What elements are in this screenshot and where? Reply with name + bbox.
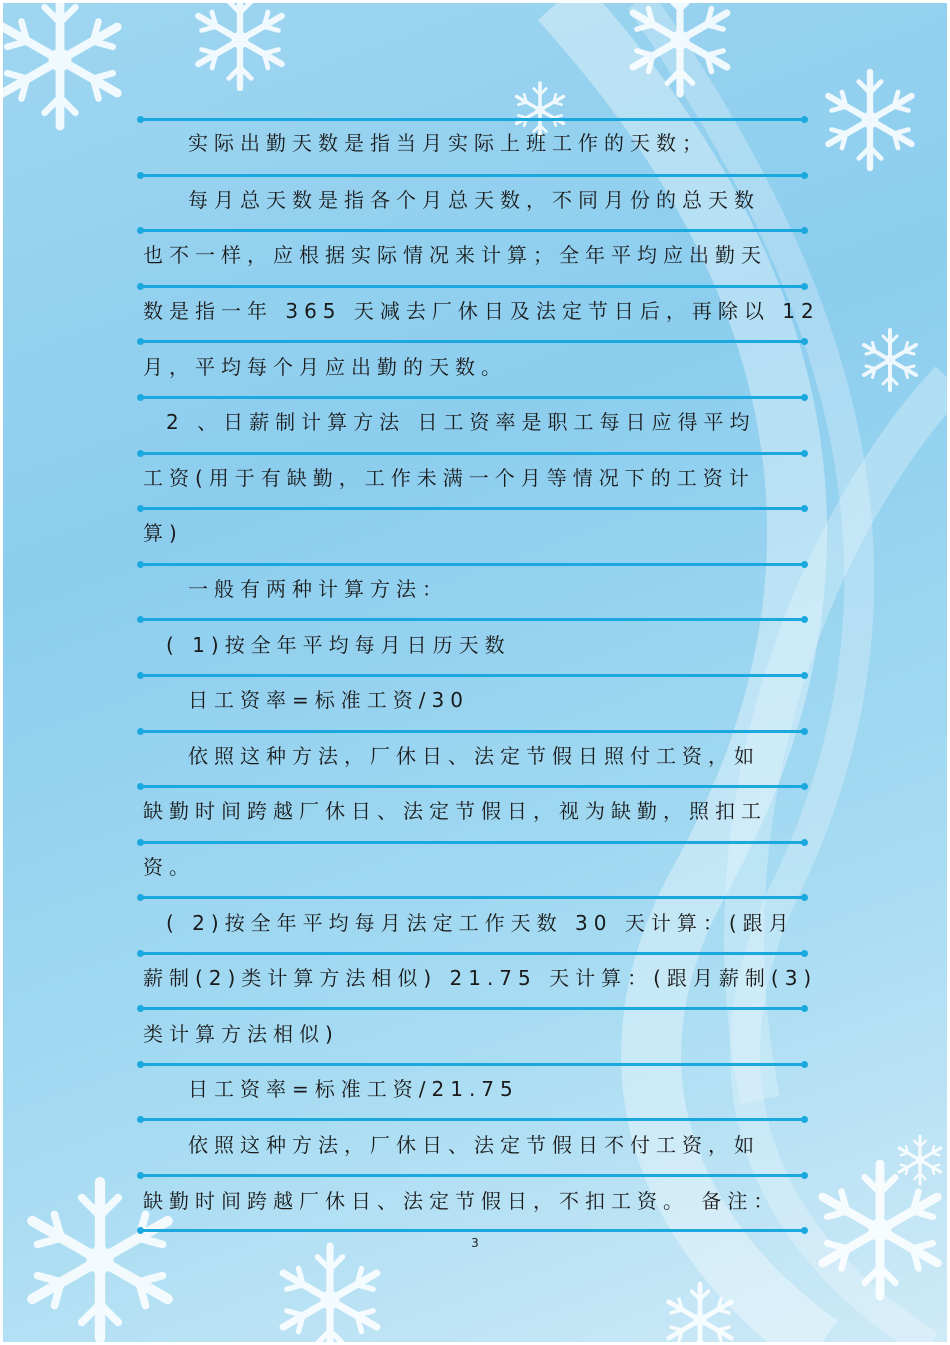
text-line: 日工资率=标准工资/21.75 [188,1077,519,1101]
ruled-line [140,841,805,844]
ruled-line [140,785,805,788]
text-line: 缺勤时间跨越厂休日、法定节假日，不扣工资。 备注： [143,1189,780,1213]
text-line: 类计算方法相似) [143,1022,339,1046]
ruled-line [140,396,805,399]
text-line: 依照这种方法，厂休日、法定节假日照付工资，如 [188,744,760,768]
ruled-line [140,340,805,343]
text-line: 依照这种方法，厂休日、法定节假日不付工资，如 [188,1133,760,1157]
ruled-line [140,563,805,566]
text-line: 工资(用于有缺勤，工作未满一个月等情况下的工资计 [143,466,755,490]
text-line: ( 1)按全年平均每月日历天数 [166,633,511,657]
text-line: 每月总天数是指各个月总天数，不同月份的总天数 [188,188,760,212]
text-line: 算) [143,521,183,545]
ruled-line [140,1063,805,1066]
ruled-line [140,1174,805,1177]
ruled-line [140,1118,805,1121]
ruled-line [140,118,805,121]
text-line: 2 、日薪制计算方法 日工资率是职工每日应得平均 [166,410,756,434]
text-line: 薪制(2)类计算方法相似) 21.75 天计算：(跟月薪制(3) [143,966,818,990]
text-line: ( 2)按全年平均每月法定工作天数 30 天计算：(跟月 [166,911,795,935]
ruled-line [140,896,805,899]
text-line: 月，平均每个月应出勤的天数。 [143,355,507,379]
text-line: 一般有两种计算方法： [188,577,448,601]
page-number: 3 [471,1236,479,1250]
text-line: 资。 [143,855,195,879]
ruled-line [140,174,805,177]
ruled-line [140,730,805,733]
ruled-line [140,507,805,510]
ruled-line [140,952,805,955]
ruled-line [140,1007,805,1010]
text-line: 也不一样，应根据实际情况来计算；全年平均应出勤天 [143,243,767,267]
ruled-line [140,1229,805,1232]
ruled-line [140,285,805,288]
ruled-line [140,674,805,677]
ruled-line [140,452,805,455]
text-line: 缺勤时间跨越厂休日、法定节假日，视为缺勤，照扣工 [143,799,767,823]
ruled-line [140,229,805,232]
text-line: 数是指一年 365 天减去厂休日及法定节日后，再除以 12 [143,299,820,323]
text-line: 日工资率=标准工资/30 [188,688,469,712]
ruled-line [140,618,805,621]
text-line: 实际出勤天数是指当月实际上班工作的天数； [188,131,708,155]
